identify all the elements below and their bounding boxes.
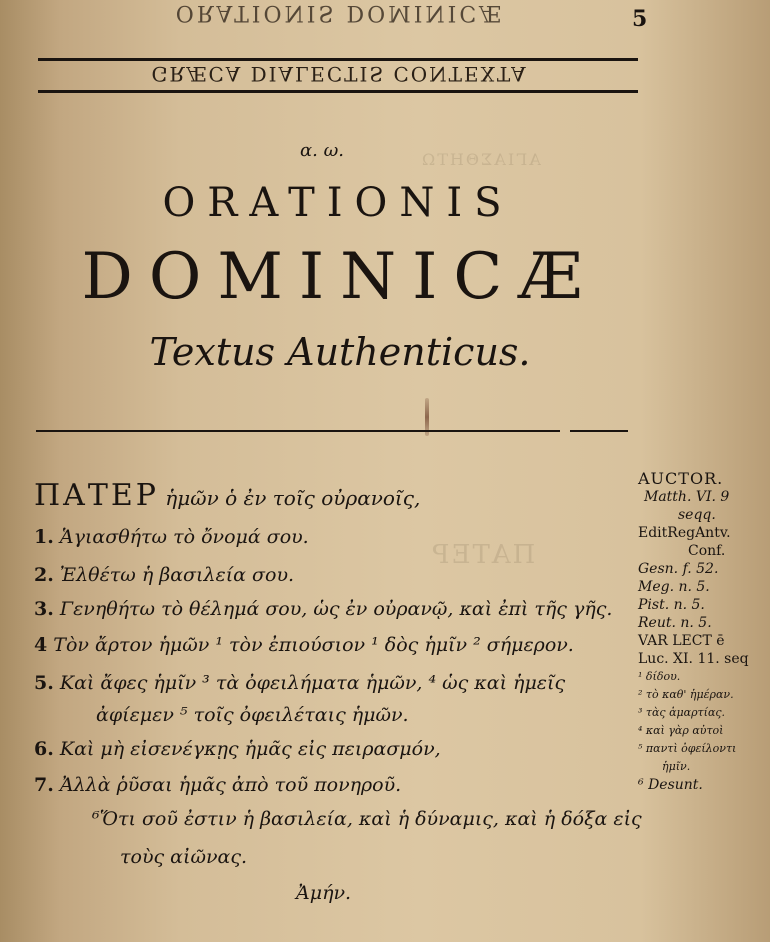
- doxology-line: ⁶Ὅτι σοῦ ἐστιν ἡ βασιλεία, καὶ ἡ δύναμις, καὶ ἡ δόξα εἰς: [92, 808, 642, 830]
- var-entry: ² τὸ καθ' ἡμέραν.: [638, 688, 734, 701]
- margin-entry: Matth. VI. 9: [644, 489, 730, 505]
- text-line: 1. Ἁγιασθήτω τὸ ὄνομά σου.: [34, 526, 309, 548]
- auctor-heading: AUCTOR.: [638, 469, 724, 488]
- page-number: 5: [632, 6, 648, 32]
- bleed-through-text: ΠΑΤΕΡ: [430, 540, 536, 570]
- text-line: 3. Γενηθήτω τὸ θέλημά σου, ὡς ἐν οὐρανῷ, καὶ ἐπὶ τῆς γῆς.: [34, 598, 613, 620]
- var-entry: ³ τὰς ἁμαρτίας.: [638, 706, 726, 719]
- doxology-line: τοὺς αἰῶνας.: [120, 846, 248, 868]
- title-line-1: ORATIONIS: [162, 180, 514, 226]
- margin-entry: Pist. n. 5.: [638, 597, 705, 613]
- margin-entry: EditRegAntv.: [638, 525, 731, 541]
- marginal-notes: [638, 470, 770, 794]
- var-entry: ⁶ Desunt.: [638, 777, 703, 793]
- title-rule: [36, 430, 560, 432]
- top-rule-lower: [38, 90, 638, 93]
- text-line: 4 Τὸν ἄρτον ἡμῶν ¹ τὸν ἐπιούσιον ¹ δὸς ἡμῖν ² σήμερον.: [34, 634, 574, 656]
- margin-entry: Meg. n. 5.: [638, 579, 710, 595]
- top-rule: [38, 58, 638, 61]
- margin-entry: Gesn. f. 52.: [638, 561, 719, 577]
- title-rule-right: [570, 430, 628, 432]
- running-head: ORATIONIS DOMINICÆ: [175, 0, 505, 25]
- var-entry: ¹ δίδου.: [638, 670, 681, 683]
- text-line: 7. Ἀλλὰ ῥῦσαι ἡμᾶς ἀπὸ τοῦ πονηροῦ.: [34, 774, 402, 796]
- text-line: 2. Ἐλθέτω ἡ βασιλεία σου.: [34, 564, 295, 586]
- mirrored-heading: GRÆCA DIALECTIS CONTEXTA: [151, 62, 528, 86]
- opening-line: [34, 478, 420, 513]
- var-entry: ⁴ καὶ γὰρ αὐτοὶ: [638, 724, 724, 737]
- var-lect-heading: VAR LECT ē: [638, 633, 725, 649]
- var-entry: ⁵ παντὶ ὀφείλοντι: [638, 742, 737, 755]
- bleed-through-text: ΑΓΙΑΣΘΗΤΩ: [420, 150, 541, 169]
- opening-rest: ἡμῶν ὁ ἐν τοῖς οὐρανοῖς,: [165, 486, 421, 510]
- alpha-omega-mark: α. ω.: [300, 140, 344, 161]
- title-line-3: Textus Authenticus.: [149, 330, 531, 374]
- title-line-2: DOMINICÆ: [81, 240, 599, 314]
- margin-entry: seqq.: [678, 507, 716, 523]
- margin-entry: Conf.: [688, 543, 726, 559]
- text-line: 6. Καὶ μὴ εἰσενέγκῃς ἡμᾶς εἰς πειρασμόν,: [34, 738, 441, 760]
- var-entry: ἡμῖν.: [662, 760, 691, 773]
- margin-entry: Reut. n. 5.: [638, 615, 712, 631]
- opening-capital: ΠΑΤΕΡ: [34, 478, 159, 513]
- var-entry: Luc. XI. 11. seq: [638, 651, 749, 667]
- amen-line: Ἀμήν.: [296, 882, 352, 904]
- text-line: 5. Καὶ ἄφες ἡμῖν ³ τὰ ὀφειλήματα ἡμῶν, ⁴ ὡς καὶ ἡμεῖς: [34, 672, 566, 694]
- text-line: ἀφίεμεν ⁵ τοῖς ὀφειλέταις ἡμῶν.: [96, 704, 409, 726]
